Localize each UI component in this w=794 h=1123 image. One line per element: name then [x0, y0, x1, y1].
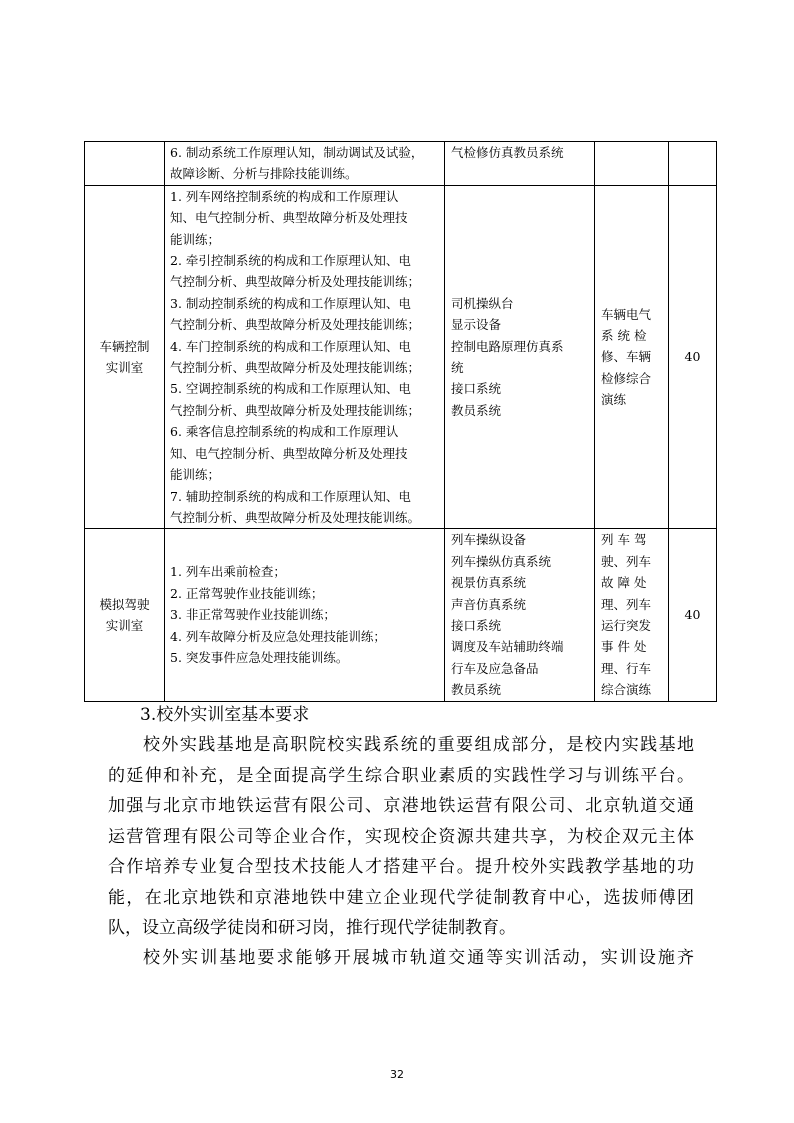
paragraph-line: 的延伸和补充，是全面提高学生综合职业素质的实践性学习与训练平台。	[108, 765, 694, 786]
table-row	[85, 185, 717, 529]
content-line: 3. 制动控制系统的构成和工作原理认知、电	[170, 295, 411, 311]
content-line: 气控制分析、典型故障分析及处理技能训练。	[170, 509, 421, 525]
content-line: 3. 非正常驾驶作业技能训练；	[170, 607, 336, 623]
paragraph-line: 校外实训基地要求能够开展城市轨道交通等实训活动，实训设施齐	[143, 948, 694, 968]
equipment-line: 调度及车站辅助终端	[451, 639, 564, 655]
equipment-line: 列车操纵设备	[451, 532, 527, 548]
section-heading: 3.校外实训室基本要求	[140, 705, 310, 725]
hours-cell: 40	[669, 185, 717, 529]
page-number: 32	[390, 1068, 404, 1081]
room-name-cell	[85, 529, 165, 701]
paragraph	[108, 730, 694, 944]
project-line: 系 统 检	[601, 327, 647, 343]
content-line: 4. 列车故障分析及应急处理技能训练；	[170, 628, 386, 644]
project-line: 理、列车	[601, 596, 652, 612]
room-name-cell	[85, 185, 165, 529]
paragraph-line: 加强与北京市地铁运营有限公司、京港地铁运营有限公司、北京轨道交通	[108, 796, 694, 816]
project-line: 运行突发	[601, 617, 652, 633]
content-line: 7. 辅助控制系统的构成和工作原理认知、电	[170, 488, 411, 504]
equipment-line: 接口系统	[451, 617, 502, 633]
hours-cell	[669, 142, 717, 186]
room-name-line: 实训室	[105, 360, 144, 376]
project-cell	[595, 185, 669, 529]
room-name-line: 实训室	[105, 617, 144, 633]
equipment-cell	[445, 185, 595, 529]
content-line: 气控制分析、典型故障分析及处理技能训练；	[170, 274, 421, 290]
paragraph-line: 运营管理有限公司等企业合作，实现校企资源共建共享，为校企双元主体	[108, 826, 694, 847]
paragraph-line: 能，在北京地铁和京港地铁中建立企业现代学徒制教育中心，选拔师傅团	[108, 887, 694, 908]
equipment-line: 气检修仿真教员系统	[451, 145, 564, 160]
content-line: 5. 空调控制系统的构成和工作原理认知、电	[170, 381, 411, 397]
content-line: 4. 车门控制系统的构成和工作原理认知、电	[170, 338, 411, 354]
room-name-cell	[85, 142, 165, 186]
content-line: 1. 列车出乘前检查；	[170, 564, 286, 580]
training-room-table	[84, 141, 717, 702]
equipment-line: 接口系统	[451, 381, 502, 397]
content-line: 6. 乘客信息控制系统的构成和工作原理认	[170, 424, 399, 440]
content-line: 知、电气控制分析、典型故障分析及处理技	[170, 445, 408, 461]
project-line: 事 件 处	[601, 639, 647, 655]
training-content-cell	[165, 529, 445, 701]
content-line: 气控制分析、典型故障分析及处理技能训练；	[170, 317, 421, 333]
equipment-line: 教员系统	[451, 402, 502, 418]
project-line: 检修综合	[601, 370, 652, 386]
project-line: 驶、列车	[601, 553, 652, 569]
project-line: 演练	[601, 392, 627, 408]
content-line: 2. 牵引控制系统的构成和工作原理认知、电	[170, 253, 411, 269]
project-line: 综合演练	[601, 682, 652, 698]
equipment-line: 显示设备	[451, 317, 502, 333]
room-name-line: 车辆控制	[99, 338, 150, 354]
project-line: 理、行车	[601, 660, 652, 676]
table-row	[85, 142, 717, 186]
content-line: 5. 突发事件应急处理技能训练。	[170, 650, 349, 666]
paragraph-line: 校外实践基地是高职院校实践系统的重要组成部分，是校内实践基地	[143, 735, 694, 755]
equipment-line: 统	[451, 360, 464, 376]
content-line: 故障诊断、分析与排除技能训练。	[170, 166, 358, 182]
content-line: 1. 列车网络控制系统的构成和工作原理认	[170, 188, 399, 204]
equipment-line: 视景仿真系统	[451, 575, 527, 591]
content-line: 气控制分析、典型故障分析及处理技能训练；	[170, 360, 421, 376]
content-line: 能训练；	[170, 467, 221, 483]
project-cell	[595, 142, 669, 186]
content-line: 2. 正常驾驶作业技能训练；	[170, 585, 324, 601]
equipment-line: 行车及应急备品	[451, 660, 539, 676]
table-row	[85, 529, 717, 701]
training-content-cell	[165, 185, 445, 529]
equipment-line: 控制电路原理仿真系	[451, 338, 564, 354]
equipment-cell	[445, 529, 595, 701]
project-line: 修、车辆	[601, 349, 652, 365]
equipment-cell	[445, 142, 595, 186]
project-cell	[595, 529, 669, 701]
paragraph-line: 合作培养专业复合型技术技能人才搭建平台。提升校外实践教学基地的功	[108, 857, 694, 877]
paragraph	[108, 943, 694, 974]
project-line: 车辆电气	[601, 306, 652, 322]
content-line: 气控制分析、典型故障分析及处理技能训练；	[170, 402, 421, 418]
equipment-line: 司机操纵台	[451, 295, 514, 311]
content-line: 能训练；	[170, 231, 221, 247]
equipment-line: 列车操纵仿真系统	[451, 553, 552, 569]
content-line: 知、电气控制分析、典型故障分析及处理技	[170, 210, 408, 226]
equipment-line: 声音仿真系统	[451, 596, 527, 612]
equipment-line: 教员系统	[451, 682, 502, 698]
paragraph-line: 队，设立高级学徒岗和研习岗，推行现代学徒制教育。	[108, 918, 516, 938]
hours-cell: 40	[669, 529, 717, 701]
training-content-cell	[165, 142, 445, 186]
room-name-line: 模拟驾驶	[99, 596, 150, 612]
project-line: 故 障 处	[601, 575, 647, 591]
content-line: 6. 制动系统工作原理认知，制动调试及试验，	[170, 145, 424, 160]
project-line: 列 车 驾	[601, 532, 647, 548]
